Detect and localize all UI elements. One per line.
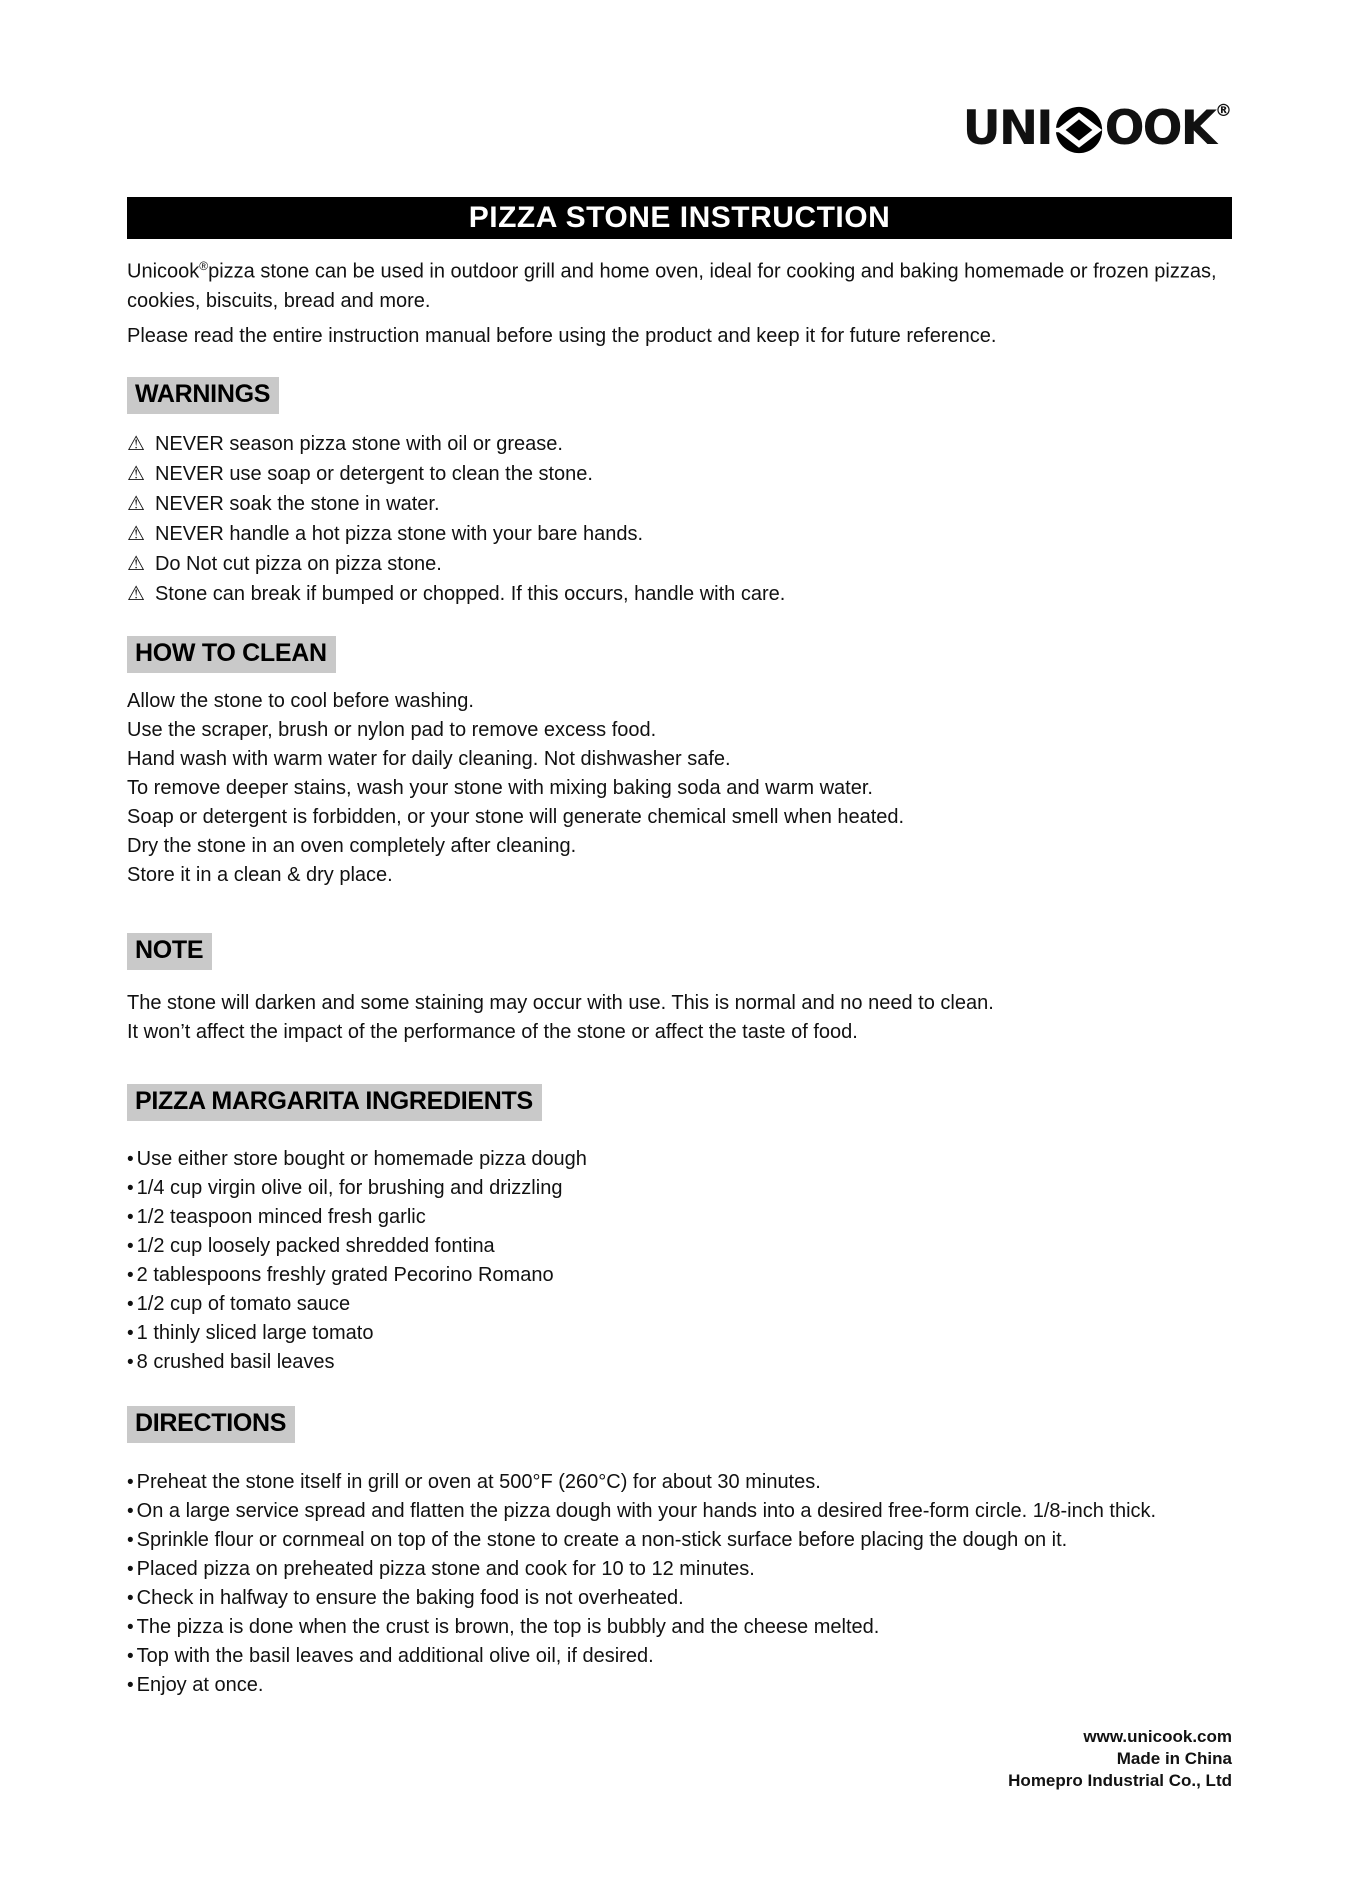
intro-paragraph <box>127 252 1232 316</box>
ingredient-text: 2 tablespoons freshly grated Pecorino Romano <box>136 1263 554 1286</box>
bullet-icon: • <box>127 1235 134 1257</box>
bullet-icon: • <box>127 1264 134 1286</box>
ingredients-heading: PIZZA MARGARITA INGREDIENTS <box>127 1084 542 1121</box>
header <box>127 0 1232 160</box>
direction-text: Placed pizza on preheated pizza stone and cook for 10 to 12 minutes. <box>136 1557 755 1580</box>
warning-text: NEVER use soap or detergent to clean the stone. <box>154 462 593 485</box>
bullet-icon: • <box>127 1645 134 1667</box>
direction-step <box>127 1642 1232 1671</box>
warning-triangle-icon: ⚠ <box>127 520 145 545</box>
how-to-clean-heading: HOW TO CLEAN <box>127 636 336 673</box>
clean-step: Dry the stone in an oven completely after cleaning. <box>127 834 577 857</box>
direction-step <box>127 1584 1232 1613</box>
ingredient-text: 8 crushed basil leaves <box>136 1350 335 1373</box>
page-title: PIZZA STONE INSTRUCTION <box>468 201 891 234</box>
brand-name: Unicook <box>127 260 200 283</box>
bullet-icon: • <box>127 1616 134 1638</box>
ingredients-list <box>127 1145 1232 1377</box>
ingredient-item <box>127 1319 1232 1348</box>
direction-step <box>127 1555 1232 1584</box>
direction-text: Preheat the stone itself in grill or oven at 500°F (260°C) for about 30 minutes. <box>136 1470 821 1493</box>
unicook-logo <box>963 101 1232 157</box>
clean-step: Soap or detergent is forbidden, or your stone will generate chemical smell when heated. <box>127 805 905 828</box>
footer-company: Homepro Industrial Co., Ltd <box>1008 1770 1232 1790</box>
title-bar <box>127 197 1232 239</box>
ingredient-text: 1/2 cup of tomato sauce <box>136 1292 351 1315</box>
ingredient-item <box>127 1261 1232 1290</box>
ingredient-item <box>127 1174 1232 1203</box>
clean-step: Hand wash with warm water for daily cleaning. Not dishwasher safe. <box>127 747 731 770</box>
bullet-icon: • <box>127 1293 134 1315</box>
bullet-icon: • <box>127 1558 134 1580</box>
registered-mark-icon: ® <box>199 259 209 273</box>
bullet-icon: • <box>127 1529 134 1551</box>
read-manual-note: Please read the entire instruction manual before using the product and keep it for future reference. <box>127 324 997 347</box>
registered-mark-icon: ® <box>1215 101 1232 121</box>
direction-text: Top with the basil leaves and additional olive oil, if desired. <box>136 1644 654 1667</box>
direction-step <box>127 1671 1232 1700</box>
logo-text-ook: OOK <box>1104 101 1215 156</box>
ingredient-text: Use either store bought or homemade pizza dough <box>136 1147 587 1170</box>
warning-triangle-icon: ⚠ <box>127 430 145 455</box>
warnings-list <box>127 429 1232 609</box>
warning-text: NEVER soak the stone in water. <box>154 492 440 515</box>
intro-text: pizza stone can be used in outdoor grill and home oven, ideal for cooking and baking homemade or frozen pizzas, cookies, biscuits, bread and more. <box>127 260 1217 312</box>
bullet-icon: • <box>127 1471 134 1493</box>
directions-heading: DIRECTIONS <box>127 1406 295 1443</box>
note-section <box>127 933 1232 1047</box>
logo-text-uni: UNI <box>962 101 1052 156</box>
warning-item <box>127 519 1232 549</box>
footer <box>127 1726 1232 1792</box>
warning-item <box>127 549 1232 579</box>
warning-text: NEVER handle a hot pizza stone with your bare hands. <box>154 522 644 545</box>
warnings-heading: WARNINGS <box>127 377 279 414</box>
direction-text: Sprinkle flour or cornmeal on top of the stone to create a non-stick surface before placing the dough on it. <box>136 1528 1068 1551</box>
note-line: The stone will darken and some staining may occur with use. This is normal and no need to clean. <box>127 991 994 1014</box>
clean-step: Allow the stone to cool before washing. <box>127 689 474 712</box>
ingredient-item <box>127 1348 1232 1377</box>
bullet-icon: • <box>127 1587 134 1609</box>
warnings-section <box>127 377 1232 609</box>
warning-item <box>127 489 1232 519</box>
clean-step: Use the scraper, brush or nylon pad to remove excess food. <box>127 718 657 741</box>
bullet-icon: • <box>127 1674 134 1696</box>
bullet-icon: • <box>127 1148 134 1170</box>
warning-item <box>127 459 1232 489</box>
directions-section <box>127 1406 1232 1700</box>
directions-list <box>127 1468 1232 1700</box>
ingredient-text: 1/2 teaspoon minced fresh garlic <box>136 1205 426 1228</box>
warning-text: NEVER season pizza stone with oil or grease. <box>154 432 563 455</box>
warning-item <box>127 579 1232 609</box>
direction-step <box>127 1497 1232 1526</box>
ingredient-text: 1/4 cup virgin olive oil, for brushing and drizzling <box>136 1176 563 1199</box>
logo-c-icon <box>1055 106 1103 154</box>
footer-website: www.unicook.com <box>1083 1726 1232 1746</box>
warning-triangle-icon: ⚠ <box>127 580 145 605</box>
bullet-icon: • <box>127 1500 134 1522</box>
bullet-icon: • <box>127 1177 134 1199</box>
how-to-clean-list <box>127 687 1232 890</box>
ingredient-text: 1 thinly sliced large tomato <box>136 1321 374 1344</box>
note-list <box>127 989 1232 1047</box>
direction-text: The pizza is done when the crust is brown, the top is bubbly and the cheese melted. <box>136 1615 880 1638</box>
direction-step <box>127 1613 1232 1642</box>
ingredient-item <box>127 1290 1232 1319</box>
clean-step: Store it in a clean & dry place. <box>127 863 393 886</box>
clean-step: To remove deeper stains, wash your stone with mixing baking soda and warm water. <box>127 776 873 799</box>
how-to-clean-section <box>127 636 1232 890</box>
ingredient-item <box>127 1232 1232 1261</box>
bullet-icon: • <box>127 1351 134 1373</box>
ingredient-item <box>127 1145 1232 1174</box>
bullet-icon: • <box>127 1322 134 1344</box>
direction-step <box>127 1526 1232 1555</box>
ingredient-text: 1/2 cup loosely packed shredded fontina <box>136 1234 495 1257</box>
direction-text: Check in halfway to ensure the baking food is not overheated. <box>136 1586 684 1609</box>
ingredient-item <box>127 1203 1232 1232</box>
warning-triangle-icon: ⚠ <box>127 460 145 485</box>
warning-item <box>127 429 1232 459</box>
warning-triangle-icon: ⚠ <box>127 490 145 515</box>
bullet-icon: • <box>127 1206 134 1228</box>
ingredients-section <box>127 1084 1232 1377</box>
direction-text: On a large service spread and flatten the pizza dough with your hands into a desired free-form circle. 1/8-inch thick. <box>136 1499 1157 1522</box>
warning-triangle-icon: ⚠ <box>127 550 145 575</box>
footer-origin: Made in China <box>1116 1748 1232 1768</box>
note-heading: NOTE <box>127 933 212 970</box>
warning-text: Stone can break if bumped or chopped. If this occurs, handle with care. <box>154 582 786 605</box>
warning-text: Do Not cut pizza on pizza stone. <box>154 552 442 575</box>
note-line: It won’t affect the impact of the performance of the stone or affect the taste of food. <box>127 1020 858 1043</box>
direction-text: Enjoy at once. <box>136 1673 264 1696</box>
direction-step <box>127 1468 1232 1497</box>
